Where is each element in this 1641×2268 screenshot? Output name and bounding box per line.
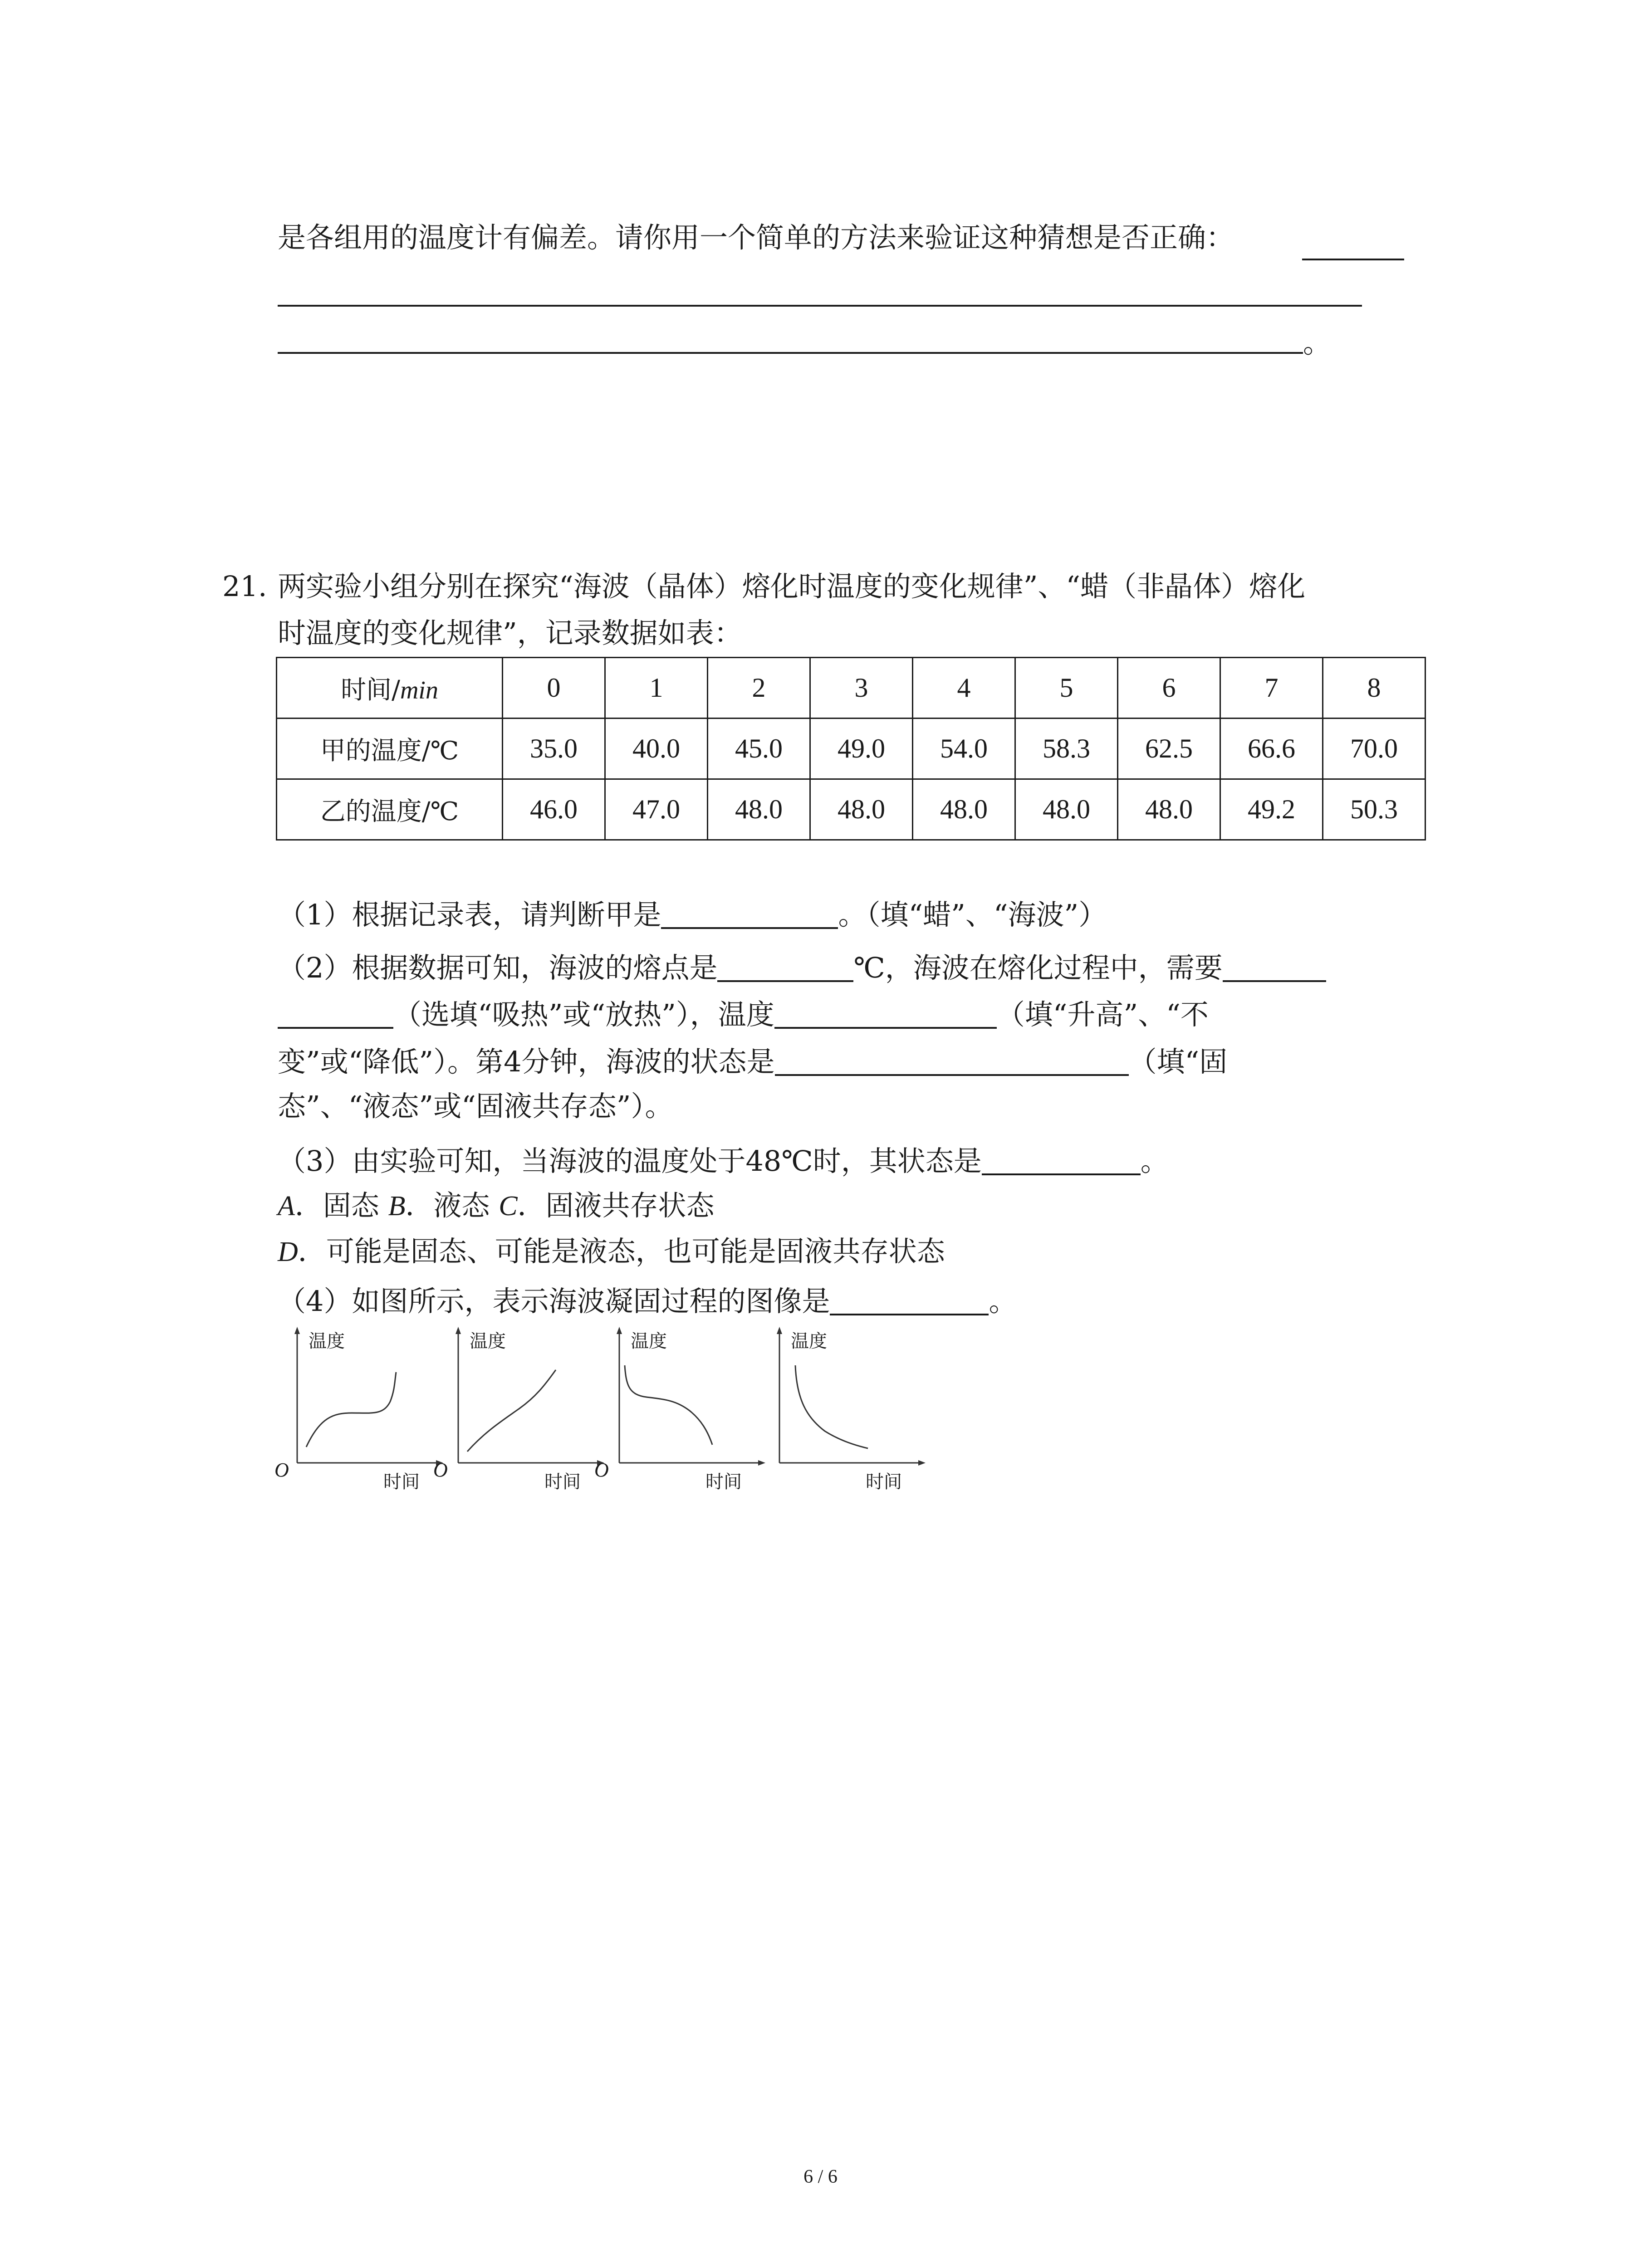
x-axis-arrow — [918, 1460, 926, 1466]
table-cell: 0 — [503, 658, 605, 719]
subq-2-line1 — [278, 951, 1326, 982]
curve — [795, 1365, 868, 1448]
table-cell: 2 — [708, 658, 810, 719]
table-cell: 50.3 — [1323, 779, 1425, 840]
end-mark: 。 — [1303, 326, 1332, 359]
origin-label: O — [594, 1459, 609, 1481]
subq-4-text: （4）如图所示，表示海波凝固过程的图像是 — [278, 1285, 830, 1318]
curve — [625, 1365, 712, 1445]
subq-1-text: （1）根据记录表，请判断甲是 — [278, 898, 661, 931]
x-axis-label: 时间 — [705, 1471, 742, 1492]
table-cell: 54.0 — [913, 719, 1015, 779]
y-axis-arrow — [456, 1327, 461, 1334]
x-axis-label: 时间 — [866, 1471, 902, 1492]
table-cell: 62.5 — [1118, 719, 1220, 779]
subq-1 — [278, 898, 1107, 929]
table-cell: 1 — [605, 658, 708, 719]
subq-4-end: 。 — [989, 1285, 1017, 1318]
answer-blank[interactable] — [278, 305, 1362, 307]
table-cell: 40.0 — [605, 719, 708, 779]
row-label: 甲的温度/℃ — [277, 719, 503, 779]
x-axis-label: 时间 — [544, 1471, 581, 1492]
option-c-letter: C — [499, 1191, 518, 1222]
y-axis-label: 温度 — [470, 1331, 506, 1352]
subq-2-text: ℃，海波在熔化过程中，需要 — [853, 951, 1223, 984]
subq-2-text: （2）根据数据可知，海波的熔点是 — [278, 951, 718, 984]
option-a-letter: A — [278, 1191, 295, 1222]
options-abc — [278, 1189, 715, 1222]
y-axis-arrow — [777, 1327, 782, 1334]
subq-2-line3 — [278, 1045, 1227, 1076]
subq-3-end: 。 — [1140, 1144, 1169, 1178]
table-row — [277, 719, 1425, 779]
table-cell: 58.3 — [1015, 719, 1118, 779]
curve — [467, 1370, 556, 1452]
origin-label: O — [433, 1459, 448, 1481]
option-b-letter: B — [388, 1191, 406, 1222]
answer-blank[interactable] — [717, 951, 853, 982]
answer-blank[interactable] — [661, 898, 838, 929]
page-number: 6 / 6 — [803, 2166, 838, 2187]
y-axis-label: 温度 — [791, 1331, 827, 1352]
header-unit: min — [400, 676, 438, 704]
question-stem-line2: 时温度的变化规律”，记录数据如表： — [278, 616, 742, 650]
prev-question-line — [278, 221, 1234, 254]
subq-4 — [278, 1285, 1017, 1318]
option-a-text: ．固态 — [294, 1189, 388, 1222]
table-cell: 6 — [1118, 658, 1220, 719]
question-number: 21. — [222, 570, 267, 603]
curve — [306, 1372, 396, 1447]
table-cell: 46.0 — [503, 779, 605, 840]
option-b-text: ．液态 — [405, 1189, 499, 1222]
table-cell: 5 — [1015, 658, 1118, 719]
subq-2-line4: 态”、“液态”或“固液共存态”）。 — [278, 1090, 673, 1123]
subq-1-hint: 。（填“蜡”、“海波”） — [838, 898, 1107, 931]
table-cell: 4 — [913, 658, 1015, 719]
table-cell: 7 — [1220, 658, 1323, 719]
table-cell: 35.0 — [503, 719, 605, 779]
table-cell: 45.0 — [708, 719, 810, 779]
table-cell: 48.0 — [1118, 779, 1220, 840]
option-d — [278, 1237, 945, 1266]
table-cell: 66.6 — [1220, 719, 1323, 779]
question-stem-line1: 两实验小组分别在探究“海波（晶体）熔化时温度的变化规律”、“蜡（非晶体）熔化 — [278, 570, 1306, 603]
subq-2-text: （填“升高”、“不 — [996, 998, 1209, 1031]
y-axis-arrow — [294, 1327, 300, 1334]
origin-label: O — [274, 1459, 289, 1481]
table-cell: 8 — [1323, 658, 1425, 719]
graph-option-4[interactable] — [757, 1322, 929, 1513]
data-table — [276, 657, 1426, 841]
subq-2-text: （选填“吸热”或“放热”），温度 — [393, 998, 774, 1031]
y-axis-label: 温度 — [631, 1331, 667, 1352]
graph-option-2[interactable] — [433, 1322, 608, 1513]
answer-blank[interactable] — [830, 1285, 989, 1315]
answer-blank[interactable] — [775, 1045, 1129, 1076]
table-cell: 48.0 — [913, 779, 1015, 840]
subq-3-text: （3）由实验可知，当海波的温度处于48℃时，其状态是 — [278, 1144, 982, 1178]
answer-blank[interactable] — [1223, 951, 1326, 982]
table-row — [277, 658, 1425, 719]
subq-2-line2 — [278, 998, 1209, 1029]
subq-3 — [278, 1144, 1169, 1178]
header-label-text: 时间/ — [341, 675, 400, 705]
table-cell: 3 — [810, 658, 913, 719]
answer-blank[interactable] — [1302, 259, 1404, 260]
x-axis-label: 时间 — [383, 1471, 420, 1492]
subq-2-text: （填“固 — [1128, 1045, 1228, 1078]
table-cell: 70.0 — [1323, 719, 1425, 779]
option-c-text: ．固液共存状态 — [517, 1189, 715, 1222]
table-cell: 48.0 — [810, 779, 913, 840]
answer-blank[interactable] — [982, 1144, 1141, 1175]
answer-blank[interactable] — [774, 998, 997, 1029]
graph-option-3[interactable] — [594, 1322, 769, 1513]
row-label: 乙的温度/℃ — [277, 779, 503, 840]
y-axis-arrow — [617, 1327, 622, 1334]
table-cell: 48.0 — [708, 779, 810, 840]
graph-option-1[interactable] — [274, 1322, 447, 1513]
option-d-text: ．可能是固态、可能是液态，也可能是固液共存状态 — [298, 1235, 945, 1268]
prev-question-text: 是各组用的温度计有偏差。请你用一个简单的方法来验证这种猜想是否正确： — [278, 221, 1234, 254]
subq-2-text: 变”或“降低”）。第4分钟，海波的状态是 — [278, 1045, 775, 1078]
answer-blank[interactable] — [278, 352, 1303, 354]
table-cell: 47.0 — [605, 779, 708, 840]
table-header-label — [277, 658, 503, 719]
table-cell: 48.0 — [1015, 779, 1118, 840]
y-axis-label: 温度 — [309, 1331, 345, 1352]
answer-blank[interactable] — [278, 998, 393, 1029]
table-row — [277, 779, 1425, 840]
table-cell: 49.0 — [810, 719, 913, 779]
table-cell: 49.2 — [1220, 779, 1323, 840]
option-d-letter: D — [278, 1237, 298, 1267]
